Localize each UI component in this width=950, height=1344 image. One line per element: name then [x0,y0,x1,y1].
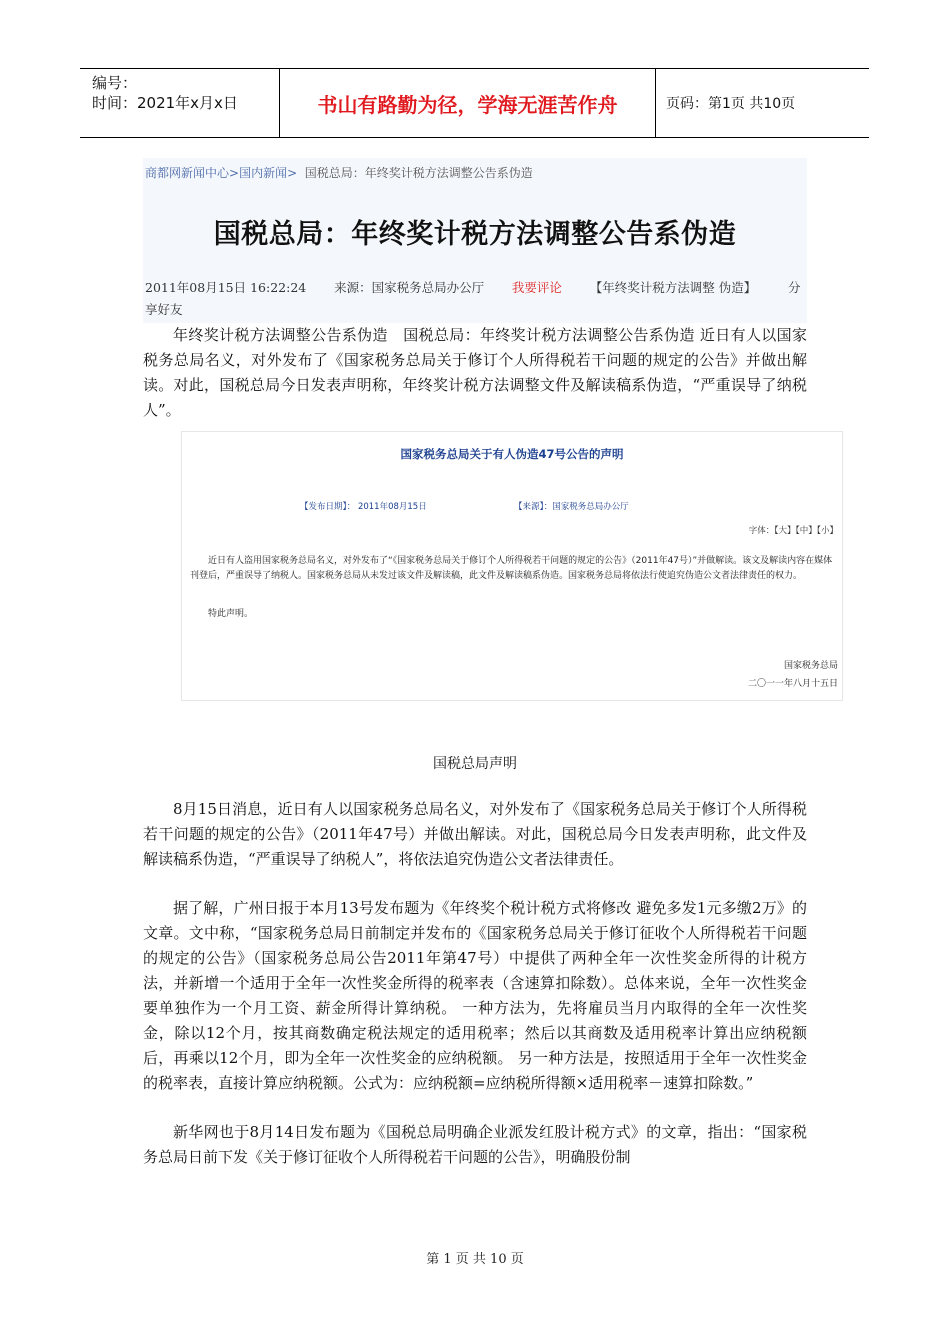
statement-closing: 特此声明。 [208,609,254,619]
article-body [143,158,838,1213]
page-footer: 第 1 页 共 10 页 [426,1252,524,1267]
article-paragraph-3: 据了解，广州日报于本月13号发布题为《年终奖个税计税方式将修改 避免多发1元多缴2万》的文章。文中称，“国家税务总局日前制定并发布的《国家税务总局关于修订征收个人所得税若干问题的规定的公告》（国家税务总局公告2011年第47号）中提供了两种全年一次性奖金所得的计税方法，并新增一个适用于全年一次性奖金所得的税率表（含速算扣除数）。总体来说，全年一次性奖金要单独作为一个月工资、薪金所得计算纳税。 一种方法为，先将雇员当月内取得的全年一次性奖金，除以12个月，按其商数确定税法规定的适用税率；然后以其商数及适用税率计算出应纳税额后，再乘以12个月，即为全年一次性奖金的应纳税额。 另一种方法是，按照适用于全年一次性奖金的税率表，直接计算应纳税额。公式为：应纳税额=应纳税所得额×适用税率－速算扣除数。” [143,899,807,1092]
comment-link[interactable]: 我要评论 [511,280,562,295]
statement-signer: 国家税务总局 [783,661,838,671]
article-paragraph-4: 新华网也于8月14日发布题为《国税总局明确企业派发红股计税方式》的文章，指出：“国家税务总局日前下发《关于修订征收个人所得税若干问题的公告》，明确股份制 [143,1123,807,1166]
share-link[interactable]: 分享好友 [145,280,801,317]
statement-source: 【来源】：国家税务总局办公厅 [514,502,629,512]
breadcrumb-home-link[interactable]: 商都网新闻中心> [145,166,240,180]
statement-title: 国家税务总局关于有人伪造47号公告的声明 [400,447,624,461]
statement-sign-date: 二〇一一年八月十五日 [747,679,838,689]
statement-image [181,431,843,701]
header-page-info: 页码：第1页 共10页 [666,96,796,112]
breadcrumb-current: 国税总局：年终奖计税方法调整公告系伪造 [304,166,533,180]
article-tags[interactable]: 【年终奖计税方法调整 伪造】 [589,280,757,295]
statement-date: 【发布日期】： 2011年08月15日 [300,502,427,512]
statement-body: 近日有人盗用国家税务总局名义，对外发布了“《国家税务总局关于修订个人所得税若干问题的规定的公告》（2011年47号）”并做解读。该文及解读内容在媒体刊登后，严重误导了纳税人。国家税务总局从未发过该文件及解读稿，此文件及解读稿系伪造。国家税务总局将依法行使追究伪造公文者法律责任的权力。 [190,556,833,581]
document-header-table [80,68,869,138]
article-source: 来源：国家税务总局办公厅 [334,280,485,295]
article-datetime: 2011年08月15日 16:22:24 [145,280,307,295]
statement-font-size: 字体：【大】【中】【小】 [748,526,838,536]
article-paragraph-1: 年终奖计税方法调整公告系伪造 国税总局：年终奖计税方法调整公告系伪造 近日有人以国家税务总局名义，对外发布了《国家税务总局关于修订个人所得税若干问题的规定的公告》并做出解读。对此，国税总局今日发表声明称，年终奖计税方法调整文件及解读稿系伪造，“严重误导了纳税人”。 [143,326,807,419]
document-number-label: 编号： [92,74,138,92]
header-left-cell [80,69,280,137]
document-date: 时间：2021年x月x日 [92,94,238,112]
header-motto: 书山有路勤为径，学海无涯苦作舟 [280,69,656,137]
breadcrumb-section-link[interactable]: 国内新闻> [239,166,298,180]
article-meta [143,277,807,323]
image-caption: 国税总局声明 [433,756,517,772]
article-paragraph-2: 8月15日消息，近日有人以国家税务总局名义，对外发布了《国家税务总局关于修订个人所得税若干问题的规定的公告》（2011年47号）并做出解读。对此，国税总局今日发表声明称，此文件及解读稿系伪造，“严重误导了纳税人”，将依法追究伪造公文者法律责任。 [143,800,807,868]
article-title: 国税总局：年终奖计税方法调整公告系伪造 [213,219,737,250]
breadcrumb [143,158,807,188]
article-head-panel [143,158,807,323]
